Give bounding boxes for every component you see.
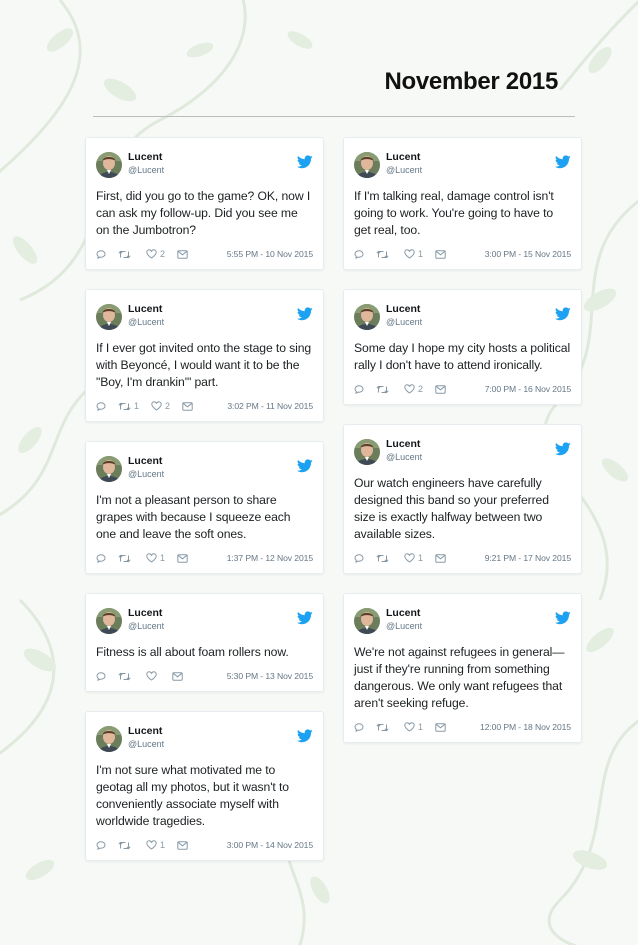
tweet-header [96,725,313,755]
display-name[interactable]: Lucent [128,607,163,619]
twitter-bird-icon[interactable] [297,729,313,743]
avatar[interactable] [96,152,122,178]
retweet-icon [376,250,389,259]
like-count: 1 [418,553,424,563]
tweet-header [354,303,571,333]
like-count: 1 [418,722,424,732]
like-count: 2 [418,384,424,394]
like-icon [404,384,415,394]
message-button[interactable] [177,841,188,850]
tweet-text: I'm not sure what motivated me to geotag all my photos, but it wasn't to conveniently associate myself with worldwide tragedies. [96,763,289,828]
tweet-timestamp[interactable]: 5:30 PM - 13 Nov 2015 [226,671,313,681]
retweet-icon [118,841,131,850]
tweet-actions [96,551,313,565]
twitter-bird-icon[interactable] [555,307,571,321]
tweet-timestamp[interactable]: 1:37 PM - 12 Nov 2015 [226,553,313,563]
display-name[interactable]: Lucent [386,151,421,163]
tweet-actions [96,669,313,683]
twitter-bird-icon[interactable] [297,307,313,321]
like-icon [404,249,415,259]
tweet-card[interactable] [343,137,582,270]
reply-icon [96,554,106,563]
message-icon [177,554,188,563]
display-name[interactable]: Lucent [128,725,163,737]
tweet-header [96,151,313,181]
tweet-header [354,607,571,637]
user-names [128,607,297,632]
like-button[interactable] [404,722,423,732]
message-button[interactable] [435,250,446,259]
message-icon [435,250,446,259]
like-count: 1 [160,840,166,850]
retweet-button[interactable] [118,250,134,259]
retweet-icon [118,402,131,411]
user-handle[interactable]: @Lucent [128,621,165,631]
reply-icon [96,841,106,850]
tweet-card[interactable] [343,424,582,574]
retweet-button[interactable] [376,554,392,563]
like-icon [146,553,157,563]
tweet-timestamp[interactable]: 12:00 PM - 18 Nov 2015 [480,722,571,732]
tweet-timestamp[interactable]: 5:55 PM - 10 Nov 2015 [226,249,313,259]
reply-icon [354,723,364,732]
tweet-text: Fitness is all about foam rollers now. [96,645,289,659]
tweet-text: If I ever got invited onto the stage to sing with Beyoncé, I would want it to be the "Boy, I'm drankin'" part. [96,341,312,389]
tweet-card[interactable] [343,289,582,405]
display-name[interactable]: Lucent [128,455,163,467]
user-handle[interactable]: @Lucent [128,317,165,327]
tweet-actions [96,838,313,852]
user-handle[interactable]: @Lucent [128,165,165,175]
tweet-text: Our watch engineers have carefully designed this band so your preferred size is exactly halfway between two available sizes. [354,476,549,541]
user-names [128,303,297,328]
like-icon [146,840,157,850]
like-button[interactable] [146,840,165,850]
reply-button[interactable] [354,385,364,394]
tweet-header [354,438,571,468]
message-icon [435,385,446,394]
like-count: 2 [160,249,166,259]
tweet-actions [96,399,313,413]
display-name[interactable]: Lucent [386,438,421,450]
tweet-card[interactable] [85,137,324,270]
display-name[interactable]: Lucent [128,151,163,163]
avatar[interactable] [354,608,380,634]
reply-icon [354,554,364,563]
retweet-button[interactable] [118,401,139,411]
reply-icon [96,672,106,681]
tweet-header [96,303,313,333]
retweet-button[interactable] [118,841,134,850]
reply-button[interactable] [96,250,106,259]
twitter-bird-icon[interactable] [555,155,571,169]
title-divider [93,116,575,117]
page-title: November 2015 [384,68,558,95]
tweet-timestamp[interactable]: 3:00 PM - 15 Nov 2015 [484,249,571,259]
twitter-bird-icon[interactable] [297,155,313,169]
reply-button[interactable] [354,250,364,259]
avatar[interactable] [96,726,122,752]
tweet-card[interactable] [85,289,324,422]
user-handle[interactable]: @Lucent [128,739,165,749]
retweet-count: 1 [134,401,140,411]
tweet-actions [96,247,313,261]
avatar[interactable] [354,304,380,330]
tweet-actions [354,720,571,734]
message-button[interactable] [182,402,193,411]
like-button[interactable] [404,384,423,394]
tweet-actions [354,382,571,396]
message-button[interactable] [177,554,188,563]
tweet-timestamp[interactable]: 7:00 PM - 16 Nov 2015 [484,384,571,394]
like-button[interactable] [404,249,423,259]
avatar[interactable] [354,439,380,465]
retweet-icon [118,672,131,681]
tweet-actions [354,551,571,565]
tweet-header [96,607,313,637]
user-handle[interactable]: @Lucent [128,469,165,479]
like-count: 2 [165,401,171,411]
user-names [128,725,297,750]
user-names [386,303,555,328]
reply-button[interactable] [96,402,106,411]
like-icon [404,722,415,732]
message-button[interactable] [435,723,446,732]
reply-icon [96,402,106,411]
tweet-column-right [343,137,582,762]
reply-button[interactable] [96,672,106,681]
retweet-button[interactable] [376,723,392,732]
reply-icon [354,250,364,259]
reply-button[interactable] [96,841,106,850]
tweet-actions [354,247,571,261]
display-name[interactable]: Lucent [128,303,163,315]
message-button[interactable] [435,554,446,563]
like-button[interactable] [146,249,165,259]
message-button[interactable] [435,385,446,394]
user-names [386,151,555,176]
tweet-column-left [85,137,324,880]
user-names [386,607,555,632]
user-handle[interactable]: @Lucent [386,452,423,462]
tweet-card[interactable] [85,441,324,574]
twitter-bird-icon[interactable] [555,442,571,456]
avatar[interactable] [96,304,122,330]
tweet-card[interactable] [85,593,324,692]
message-button[interactable] [177,250,188,259]
like-count: 1 [160,553,166,563]
retweet-icon [376,723,389,732]
like-icon [151,401,162,411]
like-icon [146,249,157,259]
retweet-button[interactable] [118,672,134,681]
reply-button[interactable] [96,554,106,563]
tweet-text: Some day I hope my city hosts a political rally I don't have to attend ironically. [354,341,571,372]
retweet-button[interactable] [376,250,392,259]
tweet-timestamp[interactable]: 9:21 PM - 17 Nov 2015 [484,553,571,563]
reply-icon [96,250,106,259]
retweet-icon [376,554,389,563]
tweet-card[interactable] [85,711,324,861]
user-handle[interactable]: @Lucent [386,317,423,327]
message-icon [435,554,446,563]
tweet-card[interactable] [343,593,582,743]
display-name[interactable]: Lucent [386,607,421,619]
tweet-text: First, did you go to the game? OK, now I can ask my follow-up. Did you see me on the Jumbotron? [96,189,311,237]
message-icon [177,841,188,850]
reply-button[interactable] [354,723,364,732]
reply-icon [354,385,364,394]
like-button[interactable] [146,553,165,563]
retweet-button[interactable] [376,385,392,394]
tweet-timestamp[interactable]: 3:00 PM - 14 Nov 2015 [226,840,313,850]
tweet-text: I'm not a pleasant person to share grapes with because I squeeze each one and leave the soft ones. [96,493,291,541]
tweet-text: If I'm talking real, damage control isn't going to work. You're going to have to get real, too. [354,189,554,237]
user-handle[interactable]: @Lucent [386,165,423,175]
message-icon [172,672,183,681]
avatar[interactable] [354,152,380,178]
twitter-bird-icon[interactable] [555,611,571,625]
display-name[interactable]: Lucent [386,303,421,315]
message-icon [182,402,193,411]
avatar[interactable] [96,608,122,634]
user-names [128,151,297,176]
like-count: 1 [418,249,424,259]
retweet-icon [376,385,389,394]
reply-button[interactable] [354,554,364,563]
user-names [386,438,555,463]
user-handle[interactable]: @Lucent [386,621,423,631]
avatar[interactable] [96,456,122,482]
retweet-icon [118,554,131,563]
like-icon [404,553,415,563]
twitter-bird-icon[interactable] [297,459,313,473]
message-icon [177,250,188,259]
user-names [128,455,297,480]
tweet-text: We're not against refugees in general—just if they're running from something dangerous. We only want refugees that aren't seeking refuge. [354,645,565,710]
tweet-header [96,455,313,485]
retweet-icon [118,250,131,259]
twitter-bird-icon[interactable] [297,611,313,625]
like-button[interactable] [146,671,160,681]
like-button[interactable] [404,553,423,563]
tweet-timestamp[interactable]: 3:02 PM - 11 Nov 2015 [227,401,313,411]
message-button[interactable] [172,672,183,681]
like-icon [146,671,157,681]
tweet-header [354,151,571,181]
message-icon [435,723,446,732]
retweet-button[interactable] [118,554,134,563]
like-button[interactable] [151,401,170,411]
